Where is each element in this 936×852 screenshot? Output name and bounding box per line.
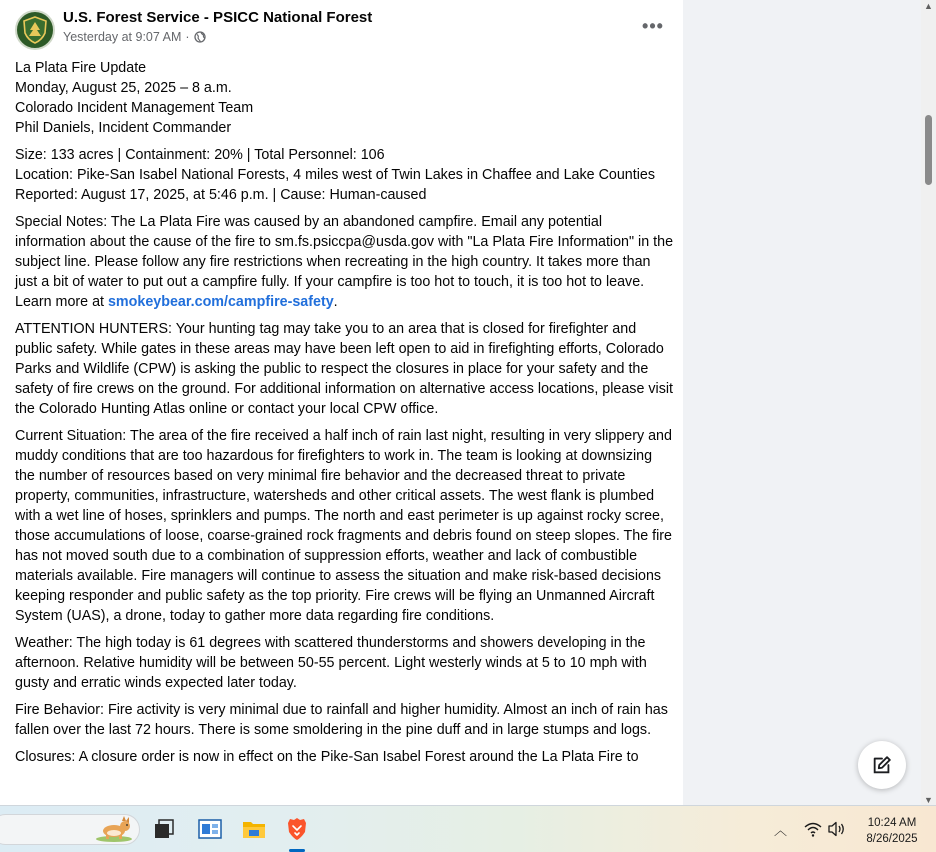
clock-date: 8/26/2025 <box>866 833 918 845</box>
scroll-up-arrow-icon[interactable]: ▲ <box>924 1 933 11</box>
page-scrollbar[interactable] <box>921 0 936 805</box>
special-notes-text: Special Notes: The La Plata Fire was caused by an abandoned campfire. Email any potential information about the cause of the fire to sm.fs.psiccpa@usda.gov with "La Plata Fire Information" in the subject line. Please follow any fire restrictions when recreating in the high country. It takes more than just a bit of water to put out a campfire fully. If your campfire is too hot to touch, it is too hot to leave. Learn more at <box>15 214 674 310</box>
corgi-search-highlight-icon <box>92 815 136 843</box>
meta-separator: · <box>185 30 190 44</box>
system-clock[interactable] <box>852 815 932 847</box>
scrollbar-thumb[interactable] <box>925 115 932 185</box>
post-meta <box>63 30 206 44</box>
post-body <box>15 58 675 774</box>
post-paragraph-special-notes <box>15 212 675 312</box>
wifi-icon[interactable] <box>804 821 822 837</box>
folder-icon <box>242 818 266 840</box>
task-view-icon <box>153 818 175 840</box>
post-paragraph-stats: Size: 133 acres | Containment: 20% | Total Personnel: 106 Location: Pike-San Isabel National Forests, 4 miles west of Twin Lakes in Chaffee and Lake Counties Reported: August 17, 2025, at 5:46 p.m. | Cause: Human-caused <box>15 147 656 203</box>
post-header <box>15 8 675 52</box>
file-explorer-button[interactable] <box>242 817 266 841</box>
post-timestamp[interactable]: Yesterday at 9:07 AM <box>63 30 182 44</box>
right-pane <box>683 0 921 805</box>
post-paragraph-current-situation: Current Situation: The area of the fire received a half inch of rain last night, resulting in very slippery and muddy conditions that are too hazardous for firefighters to work in. The team is looking at downsizing the number of resources based on very minimal fire behavior and the decreased threat to private property, communities, infrastructure, watersheds and other critical assets. The west flank is plumbed with a wet line of hoses, sprinklers and pumps. The north and east perimeter is up against rocky scree, those accumulations of loose, coarse-grained rock fragments and debris found on steep slopes. The fire has not moved south due to a combination of suppression efforts, weather and lack of combustible materials available. Fire managers will continue to assess the situation and make risk-based decisions keeping responder and public safety as the top priority. Fire crews will be flying an Unmanned Aircraft System (UAS), a drone, today to gather more data regarding fire conditions. <box>15 428 672 624</box>
more-options-icon[interactable]: ••• <box>642 15 664 36</box>
brave-lion-icon <box>286 817 308 841</box>
page-name-link[interactable]: U.S. Forest Service - PSICC National Forest <box>63 9 373 26</box>
volume-icon[interactable] <box>828 821 846 837</box>
new-message-button[interactable] <box>858 741 906 789</box>
show-hidden-icons-chevron-icon[interactable]: ︿ <box>774 823 788 838</box>
special-notes-end: . <box>333 294 338 310</box>
campfire-safety-link[interactable]: smokeybear.com/campfire-safety <box>107 294 334 310</box>
clock-time: 10:24 AM <box>867 817 917 829</box>
windows-taskbar <box>0 805 936 852</box>
globe-icon <box>194 31 206 43</box>
post-paragraph-closures: Closures: A closure order is now in effect on the Pike-San Isabel Forest around the La Plata Fire to <box>15 749 639 765</box>
forest-service-shield-icon <box>20 15 50 45</box>
widgets-icon <box>198 818 222 840</box>
scroll-down-arrow-icon[interactable]: ▼ <box>924 795 933 805</box>
task-view-button[interactable] <box>152 817 176 841</box>
brave-browser-button[interactable] <box>285 817 309 841</box>
post-paragraph-header: La Plata Fire Update Monday, August 25, 2025 – 8 a.m. Colorado Incident Management Team Phil Daniels, Incident Commander <box>15 60 254 136</box>
post-paragraph-hunters: ATTENTION HUNTERS: Your hunting tag may take you to an area that is closed for firefighter and public safety. While gates in these areas may have been left open to aid in firefighting efforts, Colorado Parks and Wildlife (CPW) is asking the public to respect the closures in place for your safety and the safety of fire crews on the ground. For additional information on alternative access locations, please visit the Colorado Hunting Atlas online or contact your local CPW office. <box>15 321 673 417</box>
page-avatar[interactable] <box>15 10 55 50</box>
compose-pencil-icon <box>871 754 893 776</box>
widgets-button[interactable] <box>198 817 222 841</box>
post-paragraph-weather: Weather: The high today is 61 degrees with scattered thunderstorms and showers developing in the afternoon. Relative humidity will be between 50-55 percent. Light westerly winds at 5 to 10 mph with gusty and erratic winds expected later today. <box>15 635 647 691</box>
post-paragraph-fire-behavior: Fire Behavior: Fire activity is very minimal due to rainfall and higher humidity. Almost an inch of rain has fallen over the last 72 hours. There is some smoldering in the pine duff and in large stumps and logs. <box>15 702 668 738</box>
